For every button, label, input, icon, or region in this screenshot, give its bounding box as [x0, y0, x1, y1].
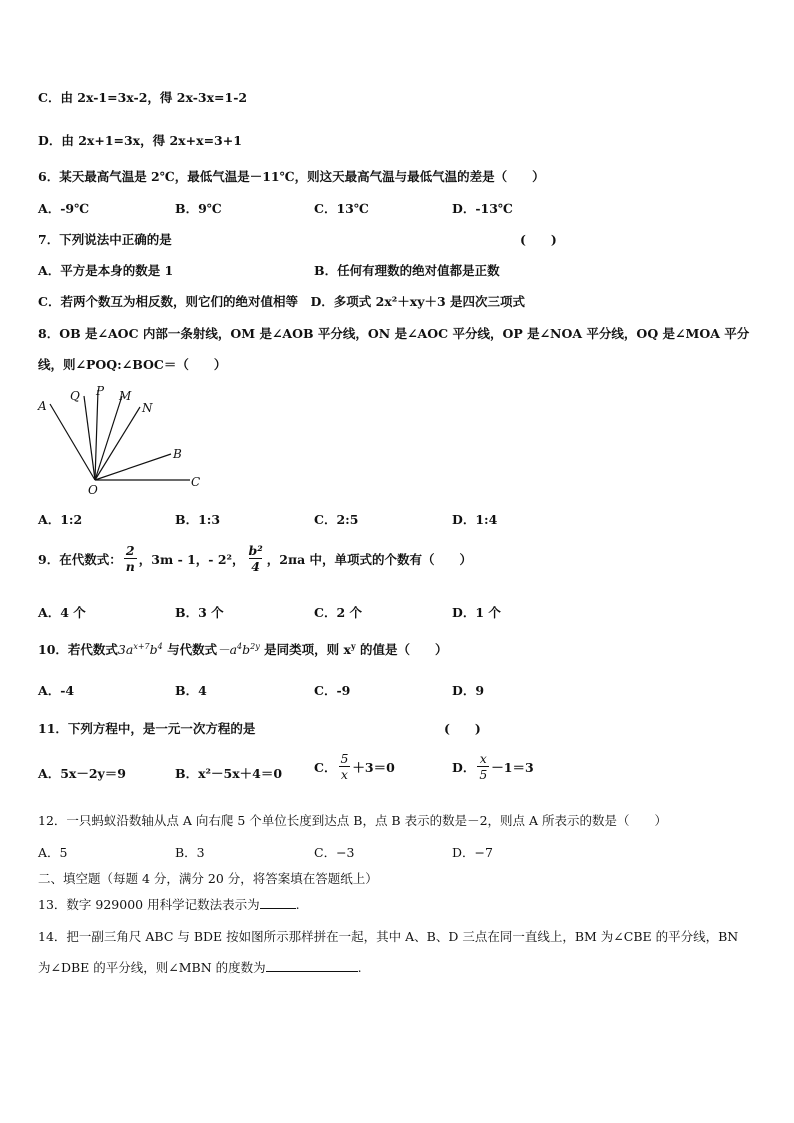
q6-stem: 6．某天最高气温是 2℃，最低气温是－11℃，则这天最高气温与最低气温的差是（ ） — [38, 169, 545, 184]
q10-stem: 10．若代数式$3a^{x+7}b^4$ 与代数式$-a^4b^{2y}$ 是同类项，则 $x^y$ 的值是（ ） — [38, 640, 448, 657]
q11-option-c: C． $\frac{5}{x}$ ＋3＝0 — [314, 751, 395, 783]
ray-on — [95, 407, 140, 480]
label-c: C — [191, 475, 201, 489]
ray-om — [95, 396, 122, 480]
q7-answer-paren: ( ) — [520, 232, 557, 247]
q5-option-d: D．由 2x+1=3x，得 2x+x=3+1 — [38, 133, 242, 148]
label-o: O — [88, 483, 98, 497]
q12-option-d: D．−7 — [452, 845, 493, 860]
q6-option-c: C．13℃ — [314, 201, 369, 216]
q9-prefix: 9．在代数式： — [38, 551, 122, 567]
q6-option-a: A．-9℃ — [38, 201, 90, 216]
q9-option-d: D．1 个 — [452, 605, 501, 620]
q10-option-d: D．9 — [452, 683, 485, 698]
q11-option-a: A．5x－2y＝9 — [38, 766, 127, 781]
ray-oq — [84, 396, 95, 480]
q9-fraction-b2-over-4: $\frac{\text{b²}}{4}$ — [248, 543, 263, 575]
ray-op — [95, 390, 98, 480]
q7-option-b: B．任何有理数的绝对值都是正数 — [314, 263, 500, 278]
q7-stem: 7．下列说法中正确的是 — [38, 232, 172, 247]
q13-answer-blank[interactable] — [260, 908, 296, 909]
q11-option-d: D． $\frac{x}{5}$ －1＝3 — [452, 751, 534, 783]
q12-stem: 12．一只蚂蚁沿数轴从点 A 向右爬 5 个单位长度到达点 B，点 B 表示的数是－2，则点 A 所表示的数是（ ） — [38, 813, 667, 828]
q9-option-b: B．3 个 — [175, 605, 224, 620]
q9-option-a: A．4 个 — [38, 605, 86, 620]
q14-stem-line2: 为∠DBE 的平分线，则∠MBN 的度数为 . — [38, 960, 362, 975]
q6-option-d: D．-13℃ — [452, 201, 513, 216]
q11-option-b: B．x²－5x＋4＝0 — [175, 766, 283, 781]
q10-option-c: C．-9 — [314, 683, 351, 698]
q8-stem-line1: 8．OB 是∠AOC 内部一条射线，OM 是∠AOB 平分线，ON 是∠AOC 平分线，OP 是∠NOA 平分线，OQ 是∠MOA 平分 — [38, 326, 750, 341]
q9-stem — [38, 544, 472, 573]
q8-option-d: D．1:4 — [452, 512, 498, 527]
q9-option-c: C．2 个 — [314, 605, 362, 620]
q8-stem-line2: 线，则∠POQ:∠BOC＝（ ） — [38, 357, 227, 372]
label-b: B — [173, 447, 182, 461]
q10-expression-2: $-a^4b^{2y}$ — [217, 641, 260, 657]
q11-stem: 11．下列方程中，是一元一次方程的是 — [38, 721, 256, 736]
q7-option-cd: C．若两个数互为相反数，则它们的绝对值相等 D．多项式 2x²＋xy＋3 是四次三项式 — [38, 294, 526, 309]
q8-option-c: C．2:5 — [314, 512, 359, 527]
q9-suffix: ，2πa 中，单项式的个数有（ ） — [266, 551, 473, 567]
q12-option-b: B．3 — [175, 845, 205, 860]
q12-option-a: A．5 — [38, 845, 68, 860]
q10-expression-1: $3a^{x+7}b^4$ — [117, 641, 163, 657]
ray-ob — [95, 454, 171, 480]
q14-stem-line1: 14．把一副三角尺 ABC 与 BDE 按如图所示那样拼在一起，其中 A、B、D 三点在同一直线上，BM 为∠CBE 的平分线，BN — [38, 929, 739, 944]
q10-option-a: A．-4 — [38, 683, 75, 698]
q14-answer-blank[interactable] — [266, 971, 358, 972]
q10-option-b: B．4 — [175, 683, 207, 698]
q8-option-a: A．1:2 — [38, 512, 83, 527]
q13-stem: 13．数字 929000 用科学记数法表示为 . — [38, 897, 300, 912]
q5-option-c: C．由 2x-1=3x-2，得 2x-3x=1-2 — [38, 90, 248, 105]
label-n: N — [142, 401, 153, 415]
label-q: Q — [70, 389, 80, 403]
q11-answer-paren: ( ) — [444, 721, 481, 736]
q7-option-a: A．平方是本身的数是 1 — [38, 263, 174, 278]
q8-option-b: B．1:3 — [175, 512, 221, 527]
q9-fraction-2-over-n: $\frac{2}{n}$ — [125, 543, 135, 575]
section-2-heading: 二、填空题（每题 4 分，满分 20 分，将答案填在答题纸上） — [38, 871, 378, 886]
label-m: M — [119, 389, 132, 403]
q6-option-b: B．9℃ — [175, 201, 222, 216]
q9-middle: ，3m - 1，- 2²， — [138, 551, 245, 567]
label-a: A — [38, 399, 47, 413]
q8-angle-figure — [30, 382, 210, 497]
ray-oa — [50, 404, 95, 480]
label-p: P — [96, 384, 105, 398]
q12-option-c: C．−3 — [314, 845, 355, 860]
